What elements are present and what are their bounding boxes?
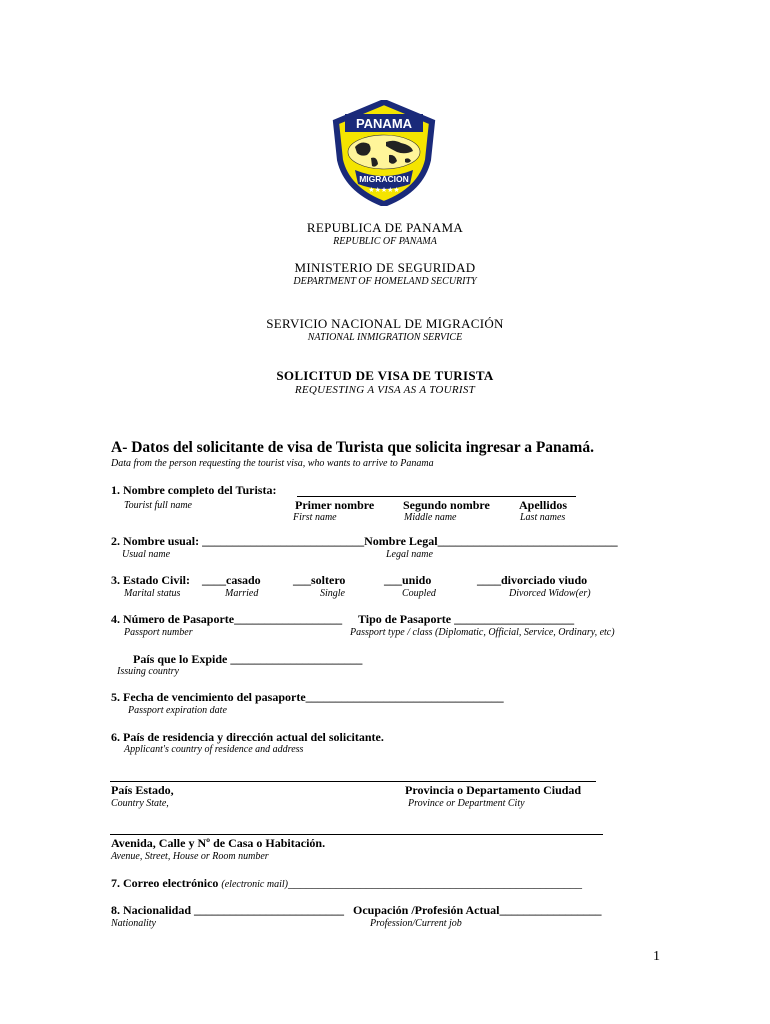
q2-legal-name-field[interactable]: ______________________________ [437, 534, 618, 548]
q1-full-name-line[interactable] [297, 496, 576, 497]
q6-street-line[interactable] [110, 834, 603, 835]
q3-marital-status-label: 3. Estado Civil: [111, 573, 191, 587]
section-a-heading: A- Datos del solicitante de visa de Turista que solicita ingresar a Panamá. [111, 439, 594, 456]
q6-street-en: Avenue, Street, House or Room number [111, 851, 269, 862]
ministry-title: MINISTERIO DE SEGURIDAD [294, 260, 476, 275]
q3-label-en: Marital status [124, 588, 181, 599]
q7-email-field[interactable]: _________________________________________________ [287, 876, 582, 890]
q1-last-names: Apellidos [519, 498, 568, 512]
q1-label-en: Tourist full name [124, 500, 192, 511]
q7-email-en: (electronic mail) [221, 879, 288, 890]
q6-province-en: Province or Department City [408, 798, 525, 809]
form-title-en: REQUESTING A VISA AS A TOURIST [294, 384, 476, 396]
logo-stars: ★★★★★ [368, 186, 400, 194]
q3-coupled-option[interactable]: ___unido [384, 573, 432, 587]
ministry-title-en: DEPARTMENT OF HOMELAND SECURITY [293, 276, 477, 287]
q4-issuer-en: Issuing country [117, 666, 179, 677]
form-title: SOLICITUD DE VISA DE TURISTA [276, 368, 494, 383]
q8-nationality-field[interactable]: 8. Nacionalidad _________________________ [111, 903, 345, 917]
q3-divorced-en: Divorced Widow(er) [509, 588, 591, 599]
q4-passport-type-field[interactable]: Tipo de Pasaporte ____________________ [358, 612, 575, 626]
q7-email-row [111, 876, 582, 891]
q1-full-name-label: 1. Nombre completo del Turista: [111, 483, 277, 497]
q4-issuing-country-field[interactable]: País que lo Expide ______________________ [133, 652, 363, 666]
q1-last-names-en: Last names [520, 512, 566, 523]
q2-legal-name-label: Nombre Legal [364, 534, 438, 548]
q2-usual-name-en: Usual name [122, 549, 171, 560]
q1-first-name: Primer nombre [295, 498, 375, 512]
q4-label-en: Passport number [124, 627, 193, 638]
q4-type-en: Passport type / class (Diplomatic, Official, Service, Ordinary, etc) [350, 627, 615, 638]
q3-single-option[interactable]: ___soltero [293, 573, 346, 587]
q3-divorced-widow-option[interactable]: ____divorciado viudo [477, 573, 588, 587]
q6-label-en: Applicant's country of residence and address [124, 744, 304, 755]
service-title-en: NATIONAL INMIGRATION SERVICE [307, 332, 463, 343]
q2-usual-name-label [111, 534, 618, 549]
section-a-subheading: Data from the person requesting the tourist visa, who wants to arrive to Panama [111, 458, 434, 469]
q3-married-en: Married [225, 588, 259, 599]
q2-label: 2. Nombre usual: [111, 534, 200, 548]
q3-married-option[interactable]: ____casado [202, 573, 261, 587]
q3-single-en: Single [320, 588, 345, 599]
republic-title-en: REPUBLIC OF PANAMA [333, 236, 437, 247]
q7-email-label: 7. Correo electrónico [111, 876, 219, 890]
logo-top-text: PANAMA [355, 116, 413, 131]
q1-middle-name-en: Middle name [404, 512, 457, 523]
q1-first-name-en: First name [293, 512, 337, 523]
q6-province-label: Provincia o Departamento Ciudad [405, 783, 582, 797]
q1-middle-name: Segundo nombre [403, 498, 490, 512]
q8-occupation-field[interactable]: Ocupación /Profesión Actual_________________ [353, 903, 602, 917]
q8-nationality-en: Nationality [111, 918, 156, 929]
q3-coupled-en: Coupled [402, 588, 436, 599]
q6-residence-label: 6. País de residencia y dirección actual del solicitante. [111, 730, 384, 744]
service-title: SERVICIO NACIONAL DE MIGRACIÓN [266, 316, 504, 331]
logo-bottom-text: MIGRACION [359, 174, 409, 184]
q4-passport-number-field[interactable]: 4. Número de Pasaporte__________________ [111, 612, 343, 626]
q8-occupation-en: Profession/Current job [370, 918, 462, 929]
q6-country-en: Country State, [111, 798, 169, 809]
page-number: 1 [653, 949, 660, 964]
q2-usual-name-field[interactable]: ___________________________ [202, 534, 365, 548]
q5-label-en: Passport expiration date [128, 705, 227, 716]
q6-country-line[interactable] [110, 781, 596, 782]
q6-country-label: País Estado, [111, 783, 174, 797]
migracion-shield-logo [331, 100, 437, 206]
q2-legal-name-en: Legal name [386, 549, 433, 560]
q5-expiration-date-field[interactable]: 5. Fecha de vencimiento del pasaporte_________________________________ [111, 690, 504, 704]
republic-title: REPUBLICA DE PANAMA [306, 220, 464, 235]
q6-street-label: Avenida, Calle y Nº de Casa o Habitación. [111, 836, 326, 850]
